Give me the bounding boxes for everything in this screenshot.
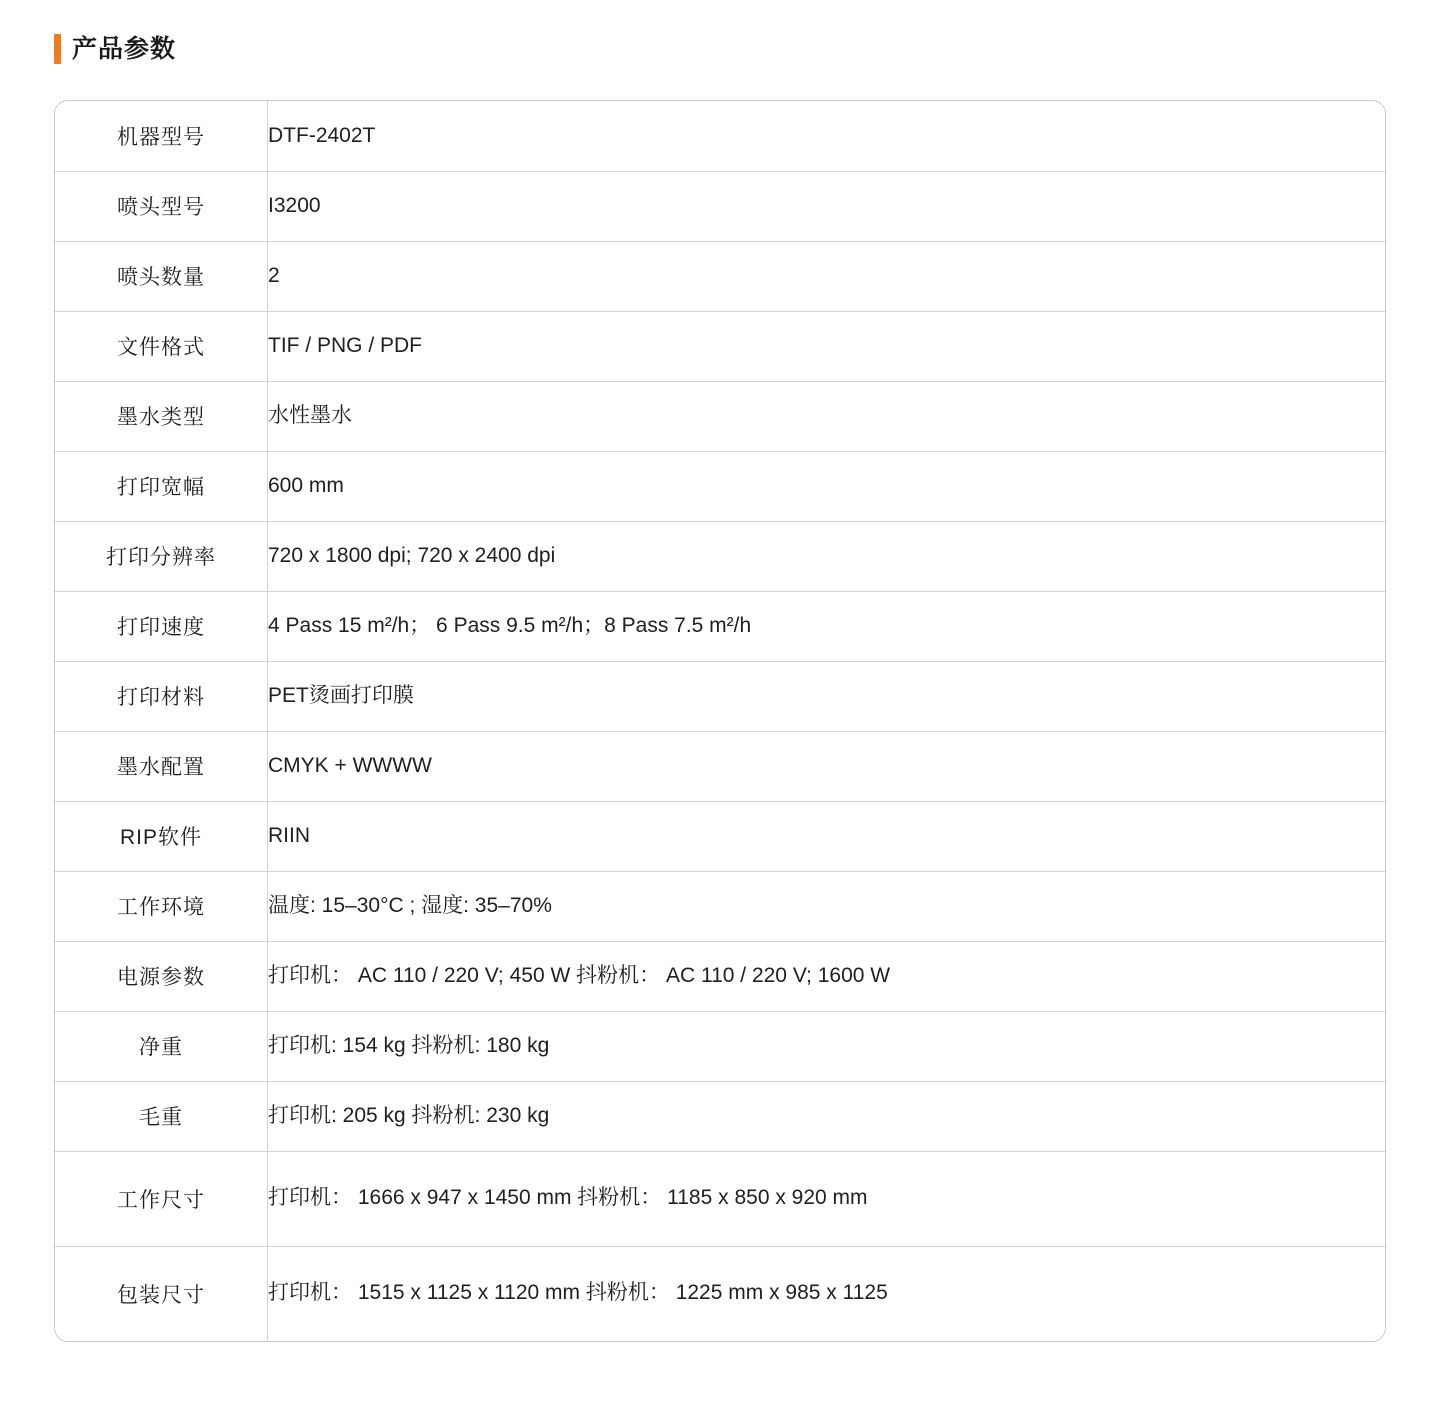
spec-value: 打印机： 1515 x 1125 x 1120 mm 抖粉机： 1225 mm x 985 x 1125 bbox=[268, 1281, 888, 1305]
table-row bbox=[55, 801, 1385, 871]
spec-label: 文件格式 bbox=[55, 311, 268, 381]
heading-accent-bar bbox=[54, 34, 61, 64]
table-row bbox=[55, 1011, 1385, 1081]
spec-label: 净重 bbox=[55, 1011, 268, 1081]
spec-value: 水性墨水 bbox=[268, 381, 1386, 451]
spec-value: 打印机： 1666 x 947 x 1450 mm 抖粉机： 1185 x 850 x 920 mm bbox=[268, 1151, 1386, 1246]
spec-table bbox=[55, 101, 1385, 1341]
spec-value: 4 Pass 15 m²/h； 6 Pass 9.5 m²/h；8 Pass 7.5 m²/h bbox=[268, 591, 1386, 661]
table-row bbox=[55, 1081, 1385, 1151]
table-row bbox=[55, 241, 1385, 311]
spec-label: 墨水配置 bbox=[55, 731, 268, 801]
spec-label: 喷头型号 bbox=[55, 171, 268, 241]
spec-label: 打印速度 bbox=[55, 591, 268, 661]
spec-value: 温度: 15–30°C ; 湿度: 35–70% bbox=[268, 871, 1386, 941]
table-row bbox=[55, 871, 1385, 941]
spec-value: 720 x 1800 dpi; 720 x 2400 dpi bbox=[268, 521, 1386, 591]
spec-value: 600 mm bbox=[268, 451, 1386, 521]
spec-value: RIIN bbox=[268, 801, 1386, 871]
table-row bbox=[55, 941, 1385, 1011]
table-row bbox=[55, 591, 1385, 661]
spec-label: 工作尺寸 bbox=[55, 1151, 268, 1246]
spec-label: 打印分辨率 bbox=[55, 521, 268, 591]
spec-label: 墨水类型 bbox=[55, 381, 268, 451]
table-row bbox=[55, 1246, 1385, 1341]
spec-value: 2 bbox=[268, 241, 1386, 311]
spec-label: RIP软件 bbox=[55, 801, 268, 871]
spec-value: DTF-2402T bbox=[268, 101, 1386, 171]
spec-label: 机器型号 bbox=[55, 101, 268, 171]
spec-label: 包装尺寸 bbox=[55, 1246, 268, 1341]
table-row bbox=[55, 731, 1385, 801]
spec-value: 打印机: 154 kg 抖粉机: 180 kg bbox=[268, 1011, 1386, 1081]
spec-label: 毛重 bbox=[55, 1081, 268, 1151]
spec-label: 工作环境 bbox=[55, 871, 268, 941]
table-row bbox=[55, 521, 1385, 591]
spec-label: 电源参数 bbox=[55, 941, 268, 1011]
page-title: 产品参数 bbox=[72, 34, 177, 63]
table-row bbox=[55, 661, 1385, 731]
spec-value: 打印机: 205 kg 抖粉机: 230 kg bbox=[268, 1081, 1386, 1151]
spec-value: 打印机： AC 110 / 220 V; 450 W 抖粉机： AC 110 / 220 V; 1600 W bbox=[268, 941, 1386, 1011]
table-row bbox=[55, 381, 1385, 451]
spec-label: 打印宽幅 bbox=[55, 451, 268, 521]
spec-value: CMYK + WWWW bbox=[268, 731, 1386, 801]
spec-label: 喷头数量 bbox=[55, 241, 268, 311]
spec-value: I3200 bbox=[268, 171, 1386, 241]
table-row bbox=[55, 101, 1385, 171]
spec-label: 打印材料 bbox=[55, 661, 268, 731]
spec-table-container bbox=[54, 100, 1386, 1342]
table-row bbox=[55, 451, 1385, 521]
spec-value: TIF / PNG / PDF bbox=[268, 311, 1386, 381]
table-row bbox=[55, 171, 1385, 241]
spec-value: PET烫画打印膜 bbox=[268, 661, 1386, 731]
section-heading bbox=[54, 34, 1392, 64]
table-row bbox=[55, 1151, 1385, 1246]
table-row bbox=[55, 311, 1385, 381]
